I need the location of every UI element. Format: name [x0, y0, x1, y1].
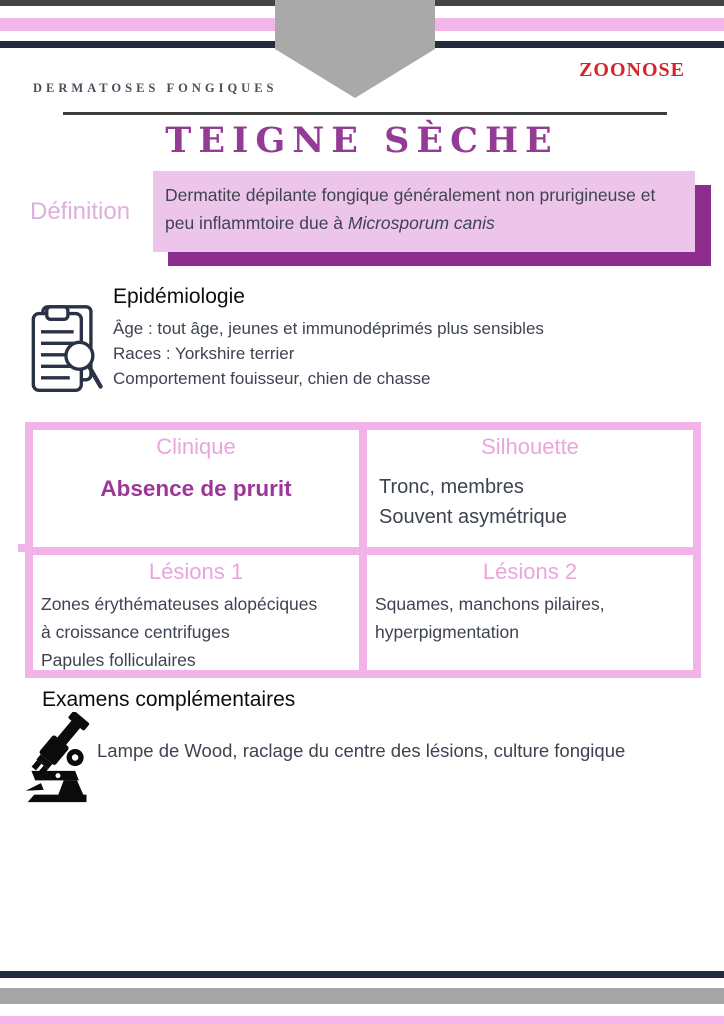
silhouette-line: Souvent asymétrique: [379, 506, 567, 528]
lesions-2-text: [375, 590, 685, 646]
bottom-gray-stripe: [0, 988, 724, 1004]
lesions-2-line: Squames, manchons pilaires,: [375, 594, 605, 614]
epidemiology-line: Comportement fouisseur, chien de chasse: [113, 369, 431, 388]
exams-heading: Examens complémentaires: [42, 688, 296, 711]
table-cell-lesions-1: [33, 555, 359, 670]
clipboard-magnifier-icon: [26, 302, 104, 398]
exams-text: Lampe de Wood, raclage du centre des lésions, culture fongique: [97, 740, 626, 761]
pennant-ribbon-icon: [275, 0, 435, 98]
silhouette-line: Tronc, membres: [379, 476, 524, 498]
table-left-tick: [18, 544, 26, 552]
definition-species-name: Microsporum canis: [347, 213, 495, 233]
definition-box: [153, 171, 695, 252]
clinique-emphasis-text: Absence de prurit: [100, 476, 292, 501]
epidemiology-text: [113, 316, 544, 391]
bottom-pink-stripe: [0, 1016, 724, 1024]
epidemiology-line: Races : Yorkshire terrier: [113, 344, 295, 363]
bottom-navy-stripe: [0, 971, 724, 978]
epidemiology-heading: Epidémiologie: [113, 285, 245, 308]
header-divider: [63, 112, 667, 115]
page-title: TEIGNE SÈCHE: [165, 120, 559, 161]
lesions-1-line: à croissance centrifuges: [41, 622, 230, 642]
lesions-1-text: [41, 590, 351, 670]
table-cell-lesions-2: [367, 555, 693, 670]
category-label: DERMATOSES FONGIQUES: [33, 81, 278, 95]
silhouette-text: [375, 472, 685, 532]
table-header-silhouette: Silhouette: [481, 434, 579, 459]
table-cell-clinique: [33, 430, 359, 547]
lesions-1-line: Papules folliculaires: [41, 650, 196, 670]
epidemiology-line: Âge : tout âge, jeunes et immunodéprimés plus sensibles: [113, 319, 544, 338]
table-header-clinique: Clinique: [156, 434, 236, 459]
definition-text: Dermatite dépilante fongique généralement non prurigineuse et peu inflammtoire due à: [165, 185, 656, 233]
lesions-2-line: hyperpigmentation: [375, 622, 519, 642]
definition-label: Définition: [30, 198, 131, 225]
table-header-lesions-1: Lésions 1: [148, 559, 244, 584]
zoonose-badge: ZOONOSE: [579, 59, 685, 81]
clinical-table: [25, 422, 701, 678]
table-header-lesions-2: Lésions 2: [482, 559, 578, 584]
lesions-1-line: Zones érythémateuses alopéciques: [41, 594, 318, 614]
microscope-icon: [20, 712, 96, 804]
table-cell-silhouette: [367, 430, 693, 547]
